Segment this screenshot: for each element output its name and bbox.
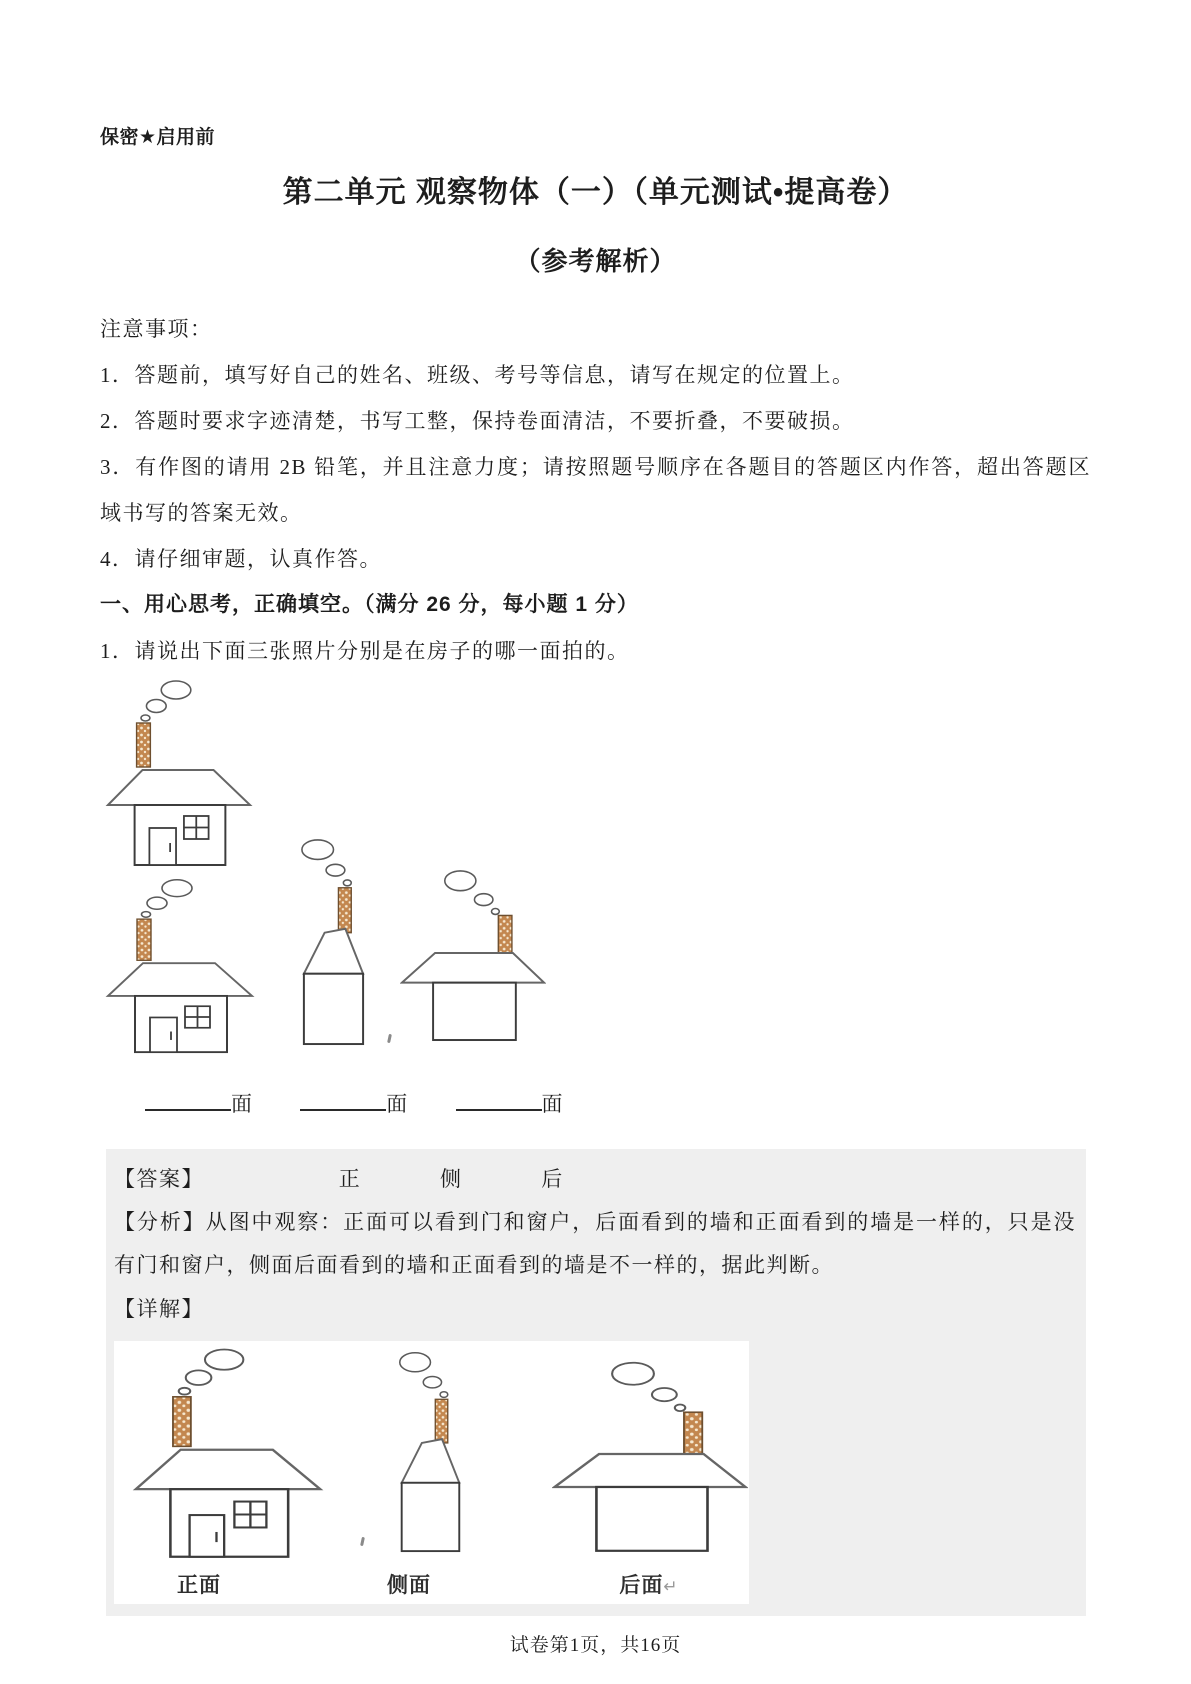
door-icon	[149, 828, 176, 865]
caption-back-view-text: 后面	[619, 1574, 664, 1597]
answer-blank-3	[456, 1085, 565, 1118]
answer-value-3: 后	[541, 1167, 564, 1191]
answer-blanks-row	[100, 1085, 1091, 1127]
page-subtitle: （参考解析）	[514, 246, 677, 276]
smoke-icon	[141, 681, 191, 721]
house-back-view-icon	[552, 1355, 748, 1553]
note-item-2: 2．答题时要求字迹清楚，书写工整，保持卷面清洁，不要折叠，不要破损。	[100, 409, 855, 433]
answer-blank-2	[300, 1085, 409, 1118]
roof	[108, 963, 252, 996]
chimney-icon	[137, 723, 151, 767]
answer-blank-1	[145, 1085, 254, 1118]
blank-line	[456, 1085, 542, 1111]
chimney-icon	[137, 919, 151, 960]
paragraph-return-icon: ↵	[663, 1577, 679, 1596]
house-side-view-icon	[296, 836, 370, 1046]
house-front-view-icon	[132, 1345, 324, 1559]
detail-figure	[114, 1341, 749, 1604]
smoke-icon	[142, 880, 193, 917]
chimney-icon	[498, 915, 512, 953]
smoke-icon	[302, 840, 351, 886]
note-item-3: 3．有作图的请用 2B 铅笔，并且注意力度；请按照题号顺序在各题目的答题区内作答，超出答题区域书写的答案无效。	[100, 455, 1091, 525]
answer-label: 【答案】	[114, 1167, 204, 1191]
blank-line	[300, 1085, 386, 1111]
analysis-text: 从图中观察：正面可以看到门和窗户，后面看到的墙和正面看到的墙是一样的，只是没有门和窗户，侧面后面看到的墙和正面看到的墙是不一样的，据此判断。	[114, 1210, 1077, 1277]
wall	[596, 1487, 707, 1551]
house-side-view-icon	[394, 1349, 466, 1553]
note-item-1: 1．答题前，填写好自己的姓名、班级、考号等信息，请写在规定的位置上。	[100, 363, 855, 387]
house-back-view-icon	[400, 864, 546, 1042]
door-icon	[150, 1017, 177, 1052]
wall	[170, 1489, 288, 1557]
roof	[108, 770, 250, 805]
page-title: 第二单元 观察物体（一）（单元测试•提高卷）	[282, 176, 909, 209]
smoke-icon	[179, 1350, 244, 1395]
blank-suffix: 面	[231, 1092, 254, 1116]
wall	[304, 974, 363, 1044]
analysis-label: 【分析】	[114, 1210, 206, 1234]
wall	[402, 1483, 460, 1551]
door-icon	[190, 1515, 225, 1557]
caption-front-view: 正面	[177, 1574, 221, 1597]
solution-block	[106, 1149, 1086, 1616]
house-front-view-icon	[105, 677, 253, 867]
detail-label: 【详解】	[114, 1297, 204, 1321]
smoke-icon	[445, 871, 500, 915]
smoke-icon	[400, 1353, 448, 1398]
wall	[135, 805, 226, 865]
scan-artifact	[387, 1034, 392, 1043]
answer-line	[114, 1157, 1076, 1201]
roof	[402, 953, 544, 983]
caption-side-view: 侧面	[387, 1574, 431, 1597]
house-front-view-icon	[105, 876, 255, 1054]
blank-line	[145, 1085, 231, 1111]
smoke-icon	[612, 1363, 685, 1411]
exam-notes	[100, 306, 1091, 582]
wall	[135, 996, 227, 1052]
chimney-icon	[435, 1399, 447, 1443]
analysis-paragraph	[114, 1201, 1076, 1287]
blank-suffix: 面	[541, 1092, 564, 1116]
page-footer: 试卷第1页，共16页	[509, 1635, 682, 1656]
caption-back-view	[582, 1569, 716, 1599]
chimney-icon	[684, 1412, 702, 1454]
notes-heading: 注意事项：	[100, 317, 213, 341]
roof	[402, 1439, 460, 1483]
roof	[555, 1454, 746, 1487]
blank-suffix: 面	[386, 1092, 409, 1116]
roof	[304, 929, 363, 974]
answer-value-1: 正	[338, 1167, 362, 1191]
chimney-icon	[338, 888, 351, 933]
question-1-figure	[100, 674, 1091, 1059]
section-1-heading: 一、用心思考，正确填空。（满分 26 分，每小题 1 分）	[100, 593, 639, 616]
wall	[433, 983, 516, 1040]
note-item-4: 4．请仔细审题，认真作答。	[100, 547, 382, 571]
scan-artifact	[360, 1537, 365, 1546]
security-notice: 保密★启用前	[100, 127, 216, 148]
roof	[136, 1450, 320, 1489]
question-1-text: 1．请说出下面三张照片分别是在房子的哪一面拍的。	[100, 639, 630, 663]
answer-value-2: 侧	[440, 1167, 463, 1191]
chimney-icon	[173, 1397, 191, 1447]
